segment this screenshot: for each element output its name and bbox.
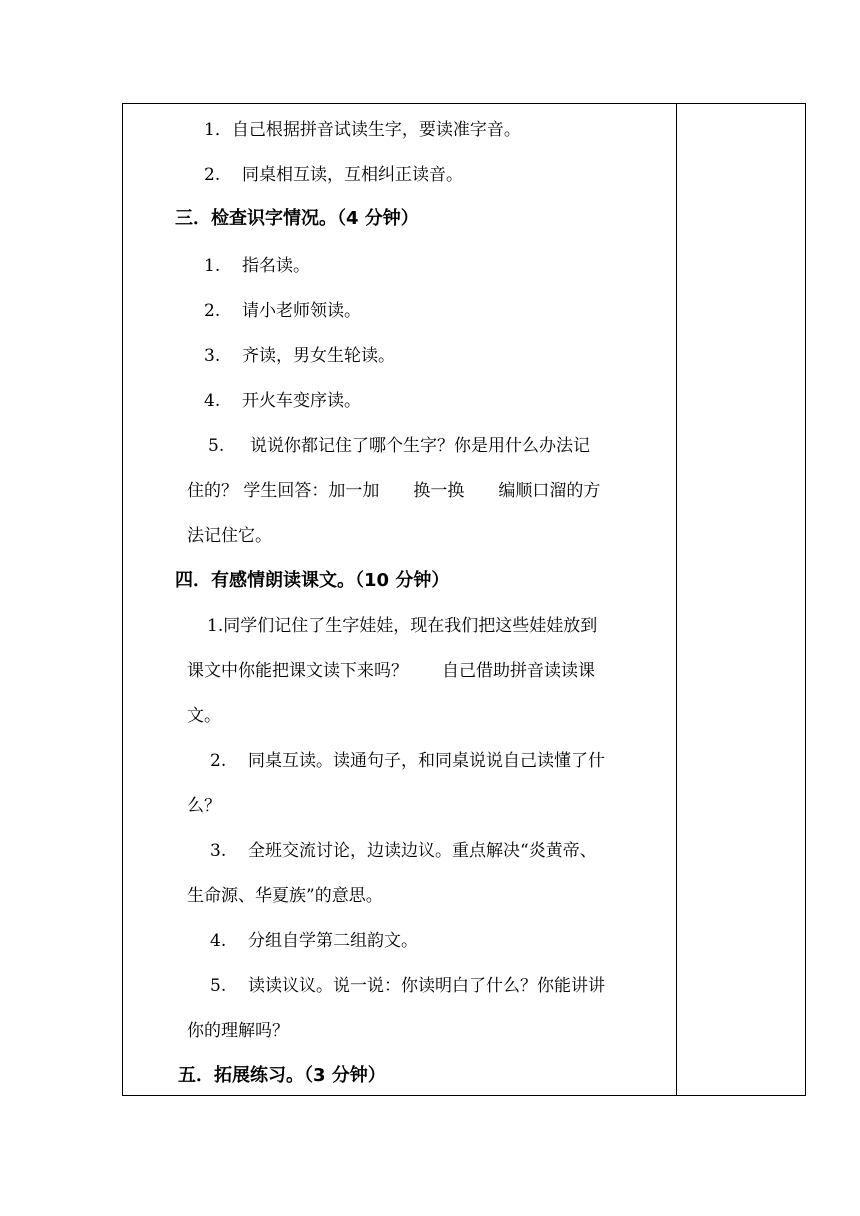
item-text: 换一换 — [413, 481, 465, 501]
item-number: 3. — [204, 346, 221, 366]
list-item — [204, 300, 361, 322]
paragraph-line — [187, 660, 595, 682]
item-text: 住的？ 学生回答：加一加 — [187, 481, 380, 501]
list-item — [210, 975, 605, 997]
list-item — [210, 930, 418, 952]
item-number: 1. — [204, 256, 221, 276]
list-item — [204, 390, 361, 412]
list-item — [208, 435, 590, 457]
list-item — [204, 345, 395, 367]
section-heading: 四．有感情朗读课文。（10 分钟） — [175, 570, 450, 591]
paragraph-line — [187, 480, 600, 502]
item-text: 自己借助拼音读读课 — [442, 661, 595, 681]
paragraph-line: 文。 — [187, 706, 221, 726]
item-text: 开火车变序读。 — [242, 391, 361, 411]
item-text: 指名读。 — [242, 256, 310, 276]
item-text: 齐读，男女生轮读。 — [242, 346, 395, 366]
list-item — [210, 750, 605, 772]
item-number: 5. — [208, 436, 225, 456]
list-item — [210, 840, 597, 862]
item-text: 全班交流讨论，边读边议。重点解决“炎黄帝、 — [248, 841, 597, 861]
item-number: 1． — [204, 120, 232, 140]
item-number: 3. — [210, 841, 227, 861]
item-text: 课文中你能把课文读下来吗？ — [187, 661, 408, 681]
lesson-content-cell — [123, 104, 676, 1095]
item-number: 5. — [210, 976, 227, 996]
list-item — [204, 255, 310, 277]
paragraph-line: 1.同学们记住了生字娃娃，现在我们把这些娃娃放到 — [207, 616, 598, 636]
item-number: 2. — [204, 301, 221, 321]
item-text: 请小老师领读。 — [242, 301, 361, 321]
list-item — [204, 164, 463, 186]
item-text: 编顺口溜的方 — [498, 481, 601, 501]
item-text: 分组自学第二组韵文。 — [248, 931, 418, 951]
paragraph-line: 你的理解吗？ — [187, 1021, 289, 1041]
item-text: 同桌互读。读通句子，和同桌说说自己读懂了什 — [248, 751, 605, 771]
item-number: 4. — [210, 931, 227, 951]
item-number: 2. — [210, 751, 227, 771]
item-text: 说说你都记住了哪个生字？你是用什么办法记 — [250, 436, 590, 456]
item-number: 2. — [204, 165, 221, 185]
lesson-plan-table — [122, 103, 806, 1096]
paragraph-line: 么？ — [187, 796, 221, 816]
notes-cell — [677, 104, 805, 1095]
item-number: 4. — [204, 391, 221, 411]
section-heading: 五．拓展练习。（3 分钟） — [178, 1065, 386, 1086]
item-text: 自己根据拼音试读生字，要读准字音。 — [231, 120, 521, 140]
item-text: 同桌相互读，互相纠正读音。 — [242, 165, 463, 185]
paragraph-line: 法记住它。 — [187, 526, 272, 546]
item-text: 读读议议。说一说：你读明白了什么？你能讲讲 — [248, 976, 605, 996]
list-item — [204, 119, 521, 141]
section-heading: 三．检查识字情况。（4 分钟） — [175, 208, 419, 229]
paragraph-line: 生命源、华夏族”的意思。 — [187, 886, 383, 906]
